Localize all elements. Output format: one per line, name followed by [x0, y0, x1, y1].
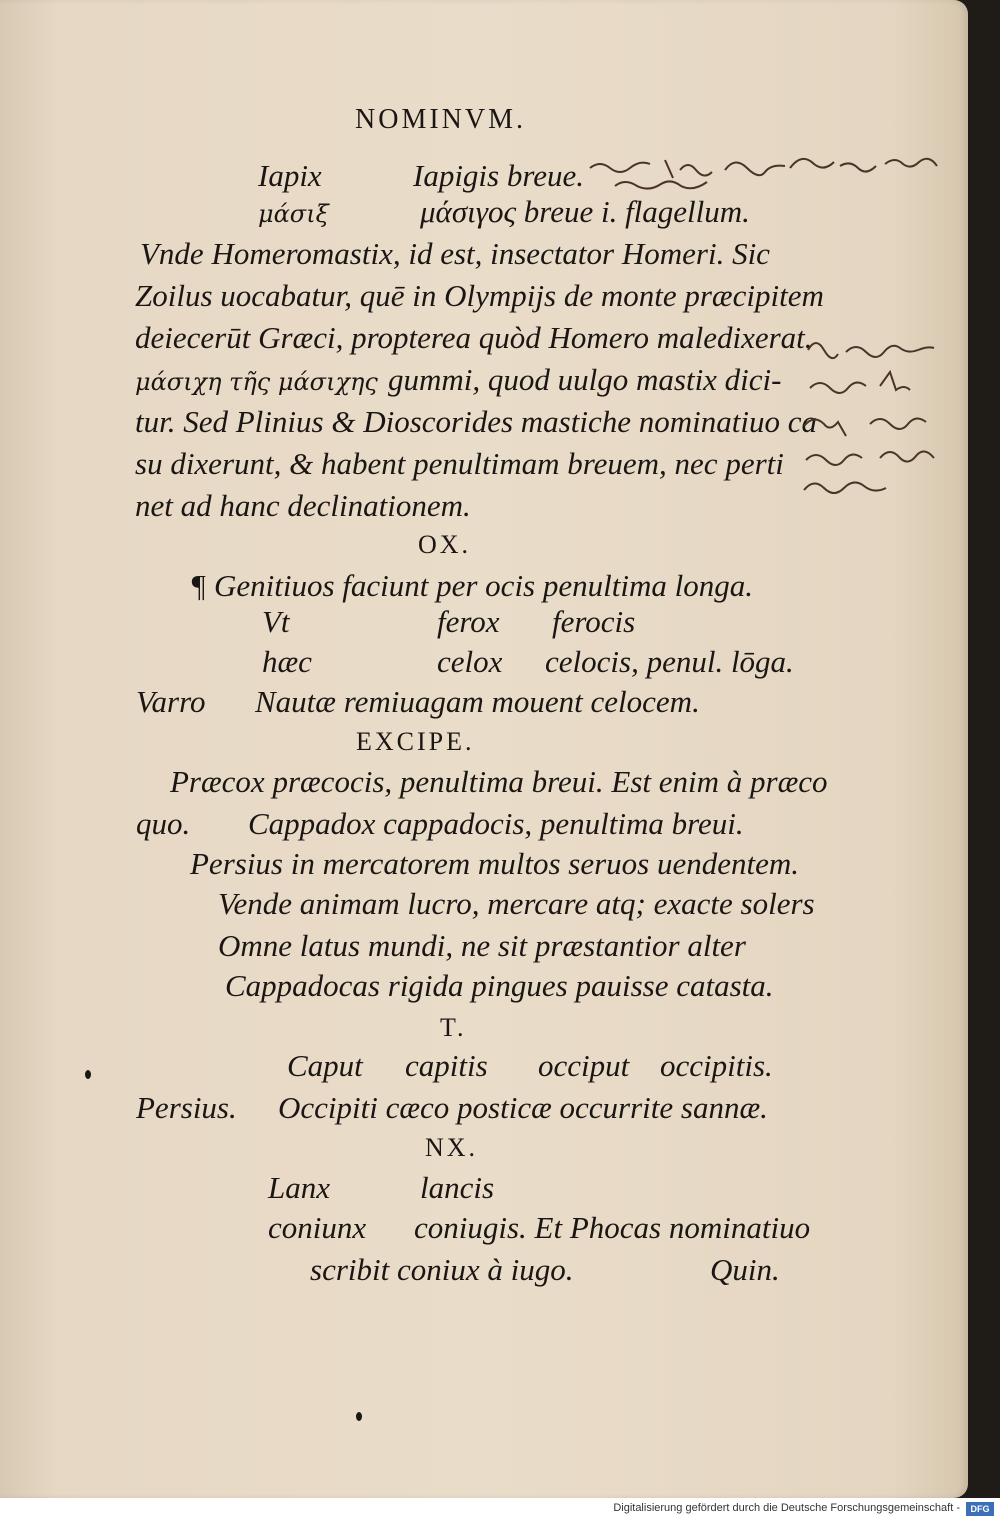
text-line: Vnde Homeromastix, id est, insectator Homeri. Sic — [140, 236, 770, 271]
text-line: Præcox præcocis, penultima breui. Est enim à præco — [170, 764, 828, 799]
text-line: Iapigis breue. — [413, 158, 585, 193]
text-line: μάσιγος breue i. flagellum. — [420, 194, 750, 229]
marginalia-scribble — [585, 140, 965, 200]
text-line: Vt — [262, 604, 290, 639]
section-heading-ox: OX. — [418, 530, 472, 559]
ink-spot — [85, 1070, 91, 1079]
text-line: coniugis. Et Phocas nominatiuo — [414, 1210, 811, 1245]
text-line: tur. Sed Plinius & Dioscorides mastiche nominatiuo ca — [135, 404, 817, 439]
text-line: su dixerunt, & habent penultimam breuem, nec perti — [135, 446, 784, 481]
text-line: Varro — [136, 684, 206, 719]
footer-credit: Digitalisierung gefördert durch die Deutsche Forschungsgemeinschaft - — [613, 1502, 960, 1514]
section-heading-excipe: EXCIPE. — [356, 727, 475, 756]
text-line: Zoilus uocabatur, quē in Olympijs de monte præcipitem — [135, 278, 824, 313]
dfg-logo: DFG — [966, 1502, 994, 1516]
text-line: lancis — [420, 1170, 495, 1205]
greek-text: μάσιξ — [258, 200, 329, 228]
page-header-title: NOMINVM. — [355, 104, 526, 135]
text-line: ferox — [437, 604, 500, 639]
section-heading-t: T. — [440, 1013, 467, 1042]
footer-bar — [0, 1498, 1000, 1521]
text-line: Nautæ remiuagam mouent celocem. — [255, 684, 700, 719]
text-line: Iapix — [258, 158, 322, 193]
text-line: quo. — [136, 806, 191, 841]
text-line: Caput — [287, 1048, 363, 1083]
text-line: occipitis. — [660, 1048, 773, 1083]
catchword: Quin. — [710, 1252, 780, 1287]
ink-spot — [356, 1412, 362, 1421]
text-line: scribit coniux à iugo. — [310, 1252, 574, 1287]
text-line: coniunx — [268, 1210, 367, 1245]
text-line: Cappadox cappadocis, penultima breui. — [248, 806, 744, 841]
marginalia-scribble — [800, 330, 965, 500]
greek-text: μάσιχη τῆς μάσιχης — [135, 368, 378, 396]
section-heading-nx: NX. — [425, 1133, 479, 1162]
text-line: Cappadocas rigida pingues pauisse catasta. — [225, 968, 774, 1003]
text-line: celox — [437, 644, 503, 679]
text-line: occiput — [538, 1048, 630, 1083]
text-line: Persius. — [136, 1090, 237, 1125]
text-line: capitis — [405, 1048, 488, 1083]
text-line: Lanx — [268, 1170, 330, 1205]
text-line: deiecerūt Græci, propterea quòd Homero maledixerat. — [135, 320, 813, 355]
text-line: Omne latus mundi, ne sit præstantior alter — [218, 928, 746, 963]
text-line: ferocis — [552, 604, 636, 639]
text-line: Occipiti cæco posticæ occurrite sannæ. — [278, 1090, 768, 1125]
text-line: hæc — [262, 644, 312, 679]
text-line: Persius in mercatorem multos seruos uendentem. — [190, 846, 800, 881]
text-line: celocis, penul. lōga. — [545, 644, 794, 679]
text-line: net ad hanc declinationem. — [135, 488, 471, 523]
text-line: gummi, quod uulgo mastix dici- — [388, 362, 782, 397]
text-line: ¶ Genitiuos faciunt per ocis penultima longa. — [190, 568, 753, 603]
text-line: Vende animam lucro, mercare atq; exacte solers — [218, 886, 815, 921]
